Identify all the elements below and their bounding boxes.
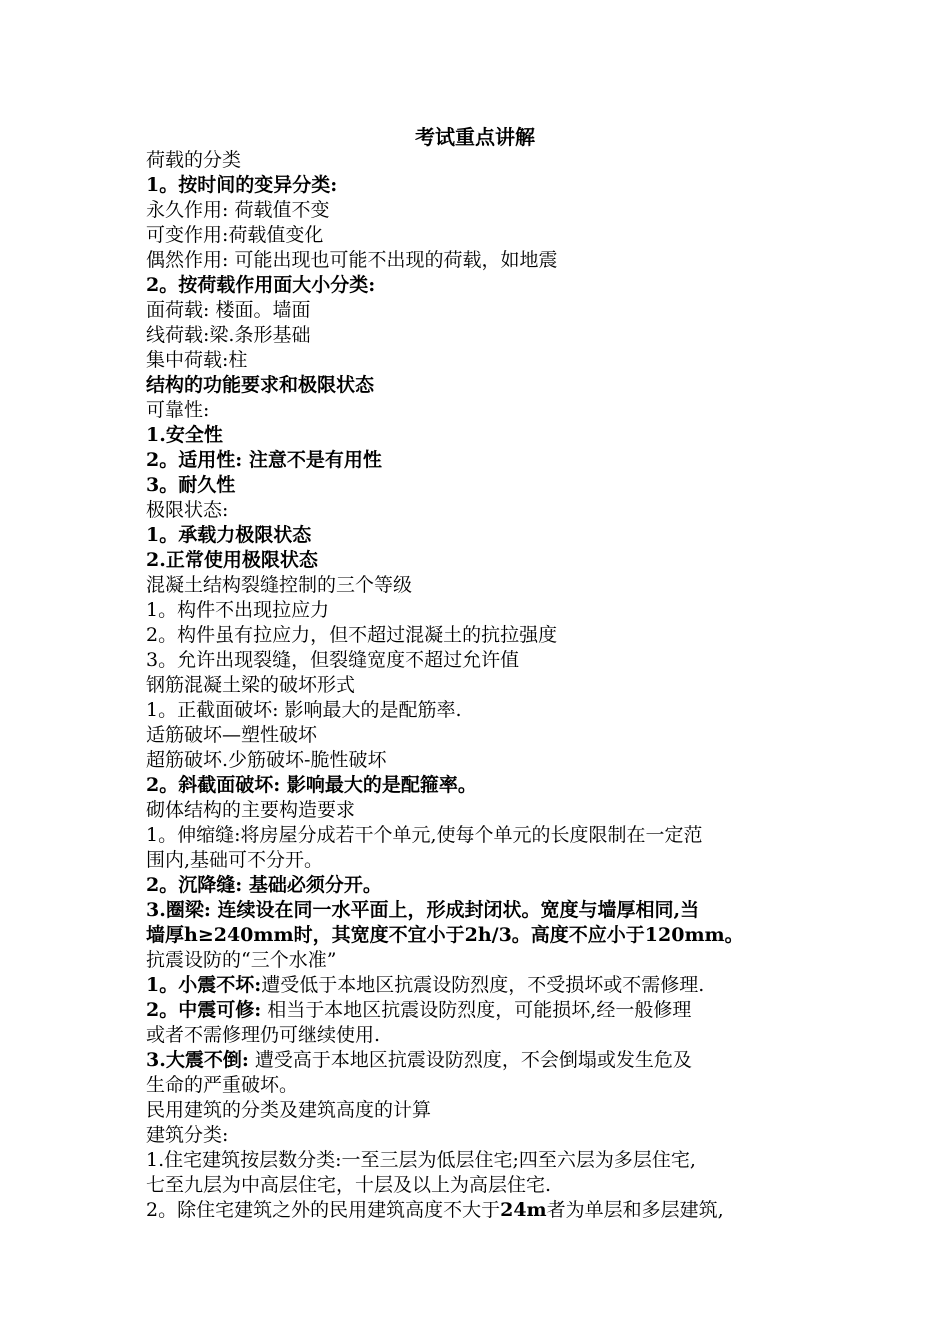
- document-body: [146, 148, 814, 1223]
- text-line: 超筋破坏.少筋破坏-脆性破坏: [146, 749, 387, 771]
- text-line: 砌体结构的主要构造要求: [146, 799, 356, 821]
- text-line: 荷载的分类: [146, 149, 242, 171]
- bold-lead: 2。中震可修:: [146, 999, 262, 1021]
- line-rest: 者为单层和多层建筑,: [546, 1199, 724, 1221]
- text-line: 墙厚h≥240mm时，其宽度不宜小于2h/3。高度不应小于120mm。: [146, 924, 744, 946]
- text-line: 2。斜截面破坏: 影响最大的是配箍率。: [146, 774, 477, 796]
- line-rest: 相当于本地区抗震设防烈度，可能损坏,经一般修理: [261, 999, 692, 1021]
- text-line: 3。耐久性: [146, 474, 236, 496]
- text-line: 2.正常使用极限状态: [146, 549, 318, 571]
- text-line: 或者不需修理仍可继续使用.: [146, 1024, 381, 1046]
- text-line: 围内,基础可不分开。: [146, 849, 324, 871]
- bold-lead: 1。小震不坏:: [146, 974, 262, 996]
- text-line: 1。按时间的变异分类:: [146, 174, 338, 196]
- text-line: 面荷载: 楼面。墙面: [146, 299, 311, 321]
- text-line: 抗震设防的“三个水准”: [146, 949, 337, 971]
- text-line: 钢筋混凝土梁的破坏形式: [146, 674, 356, 696]
- text-line: 1。承载力极限状态: [146, 524, 312, 546]
- text-line: 2。适用性: 注意不是有用性: [146, 449, 382, 471]
- text-line: 1.住宅建筑按层数分类:一至三层为低层住宅;四至六层为多层住宅,: [146, 1149, 696, 1171]
- bold-value: 24m: [500, 1199, 547, 1221]
- text-line: 1。伸缩缝:将房屋分成若干个单元,使每个单元的长度限制在一定范: [146, 824, 703, 846]
- page-title: 考试重点讲解: [415, 125, 535, 149]
- text-line: 七至九层为中高层住宅，十层及以上为高层住宅.: [146, 1174, 552, 1196]
- text-line: 1.安全性: [146, 424, 223, 446]
- text-line: 3.圈梁: 连续设在同一水平面上，形成封闭状。宽度与墙厚相同,当: [146, 899, 700, 921]
- bold-lead: 3.大震不倒:: [146, 1049, 249, 1071]
- text-line: 建筑分类:: [146, 1124, 229, 1146]
- text-line: 2。构件虽有拉应力，但不超过混凝土的抗拉强度: [146, 624, 558, 646]
- text-line: 2。沉降缝: 基础必须分开。: [146, 874, 382, 896]
- line-start: 2。除住宅建筑之外的民用建筑高度不大于: [146, 1199, 501, 1221]
- text-line: 混凝土结构裂缝控制的三个等级: [146, 574, 413, 596]
- text-line: [146, 973, 814, 998]
- text-line: 生命的严重破坏。: [146, 1074, 299, 1096]
- text-line: 永久作用: 荷载值不变: [146, 199, 330, 221]
- line-rest: 遭受低于本地区抗震设防烈度，不受损坏或不需修理.: [261, 974, 705, 996]
- text-line: 可靠性:: [146, 399, 210, 421]
- text-line: 民用建筑的分类及建筑高度的计算: [146, 1099, 432, 1121]
- text-line: 3。允许出现裂缝，但裂缝宽度不超过允许值: [146, 649, 520, 671]
- text-line: 可变作用:荷载值变化: [146, 224, 324, 246]
- text-line: [146, 1198, 814, 1223]
- text-line: [146, 998, 814, 1023]
- text-line: 2。按荷载作用面大小分类:: [146, 274, 376, 296]
- text-line: 线荷载:梁.条形基础: [146, 324, 311, 346]
- text-line: 极限状态:: [146, 499, 229, 521]
- text-line: 1。构件不出现拉应力: [146, 599, 330, 621]
- text-line: 适筋破坏—塑性破坏: [146, 724, 318, 746]
- text-line: 结构的功能要求和极限状态: [146, 374, 375, 396]
- text-line: 偶然作用: 可能出现也可能不出现的荷载，如地震: [146, 249, 558, 271]
- text-line: [146, 1048, 814, 1073]
- line-rest: 遭受高于本地区抗震设防烈度，不会倒塌或发生危及: [248, 1049, 692, 1071]
- text-line: 集中荷载:柱: [146, 349, 248, 371]
- text-line: 1。正截面破坏: 影响最大的是配筋率.: [146, 699, 462, 721]
